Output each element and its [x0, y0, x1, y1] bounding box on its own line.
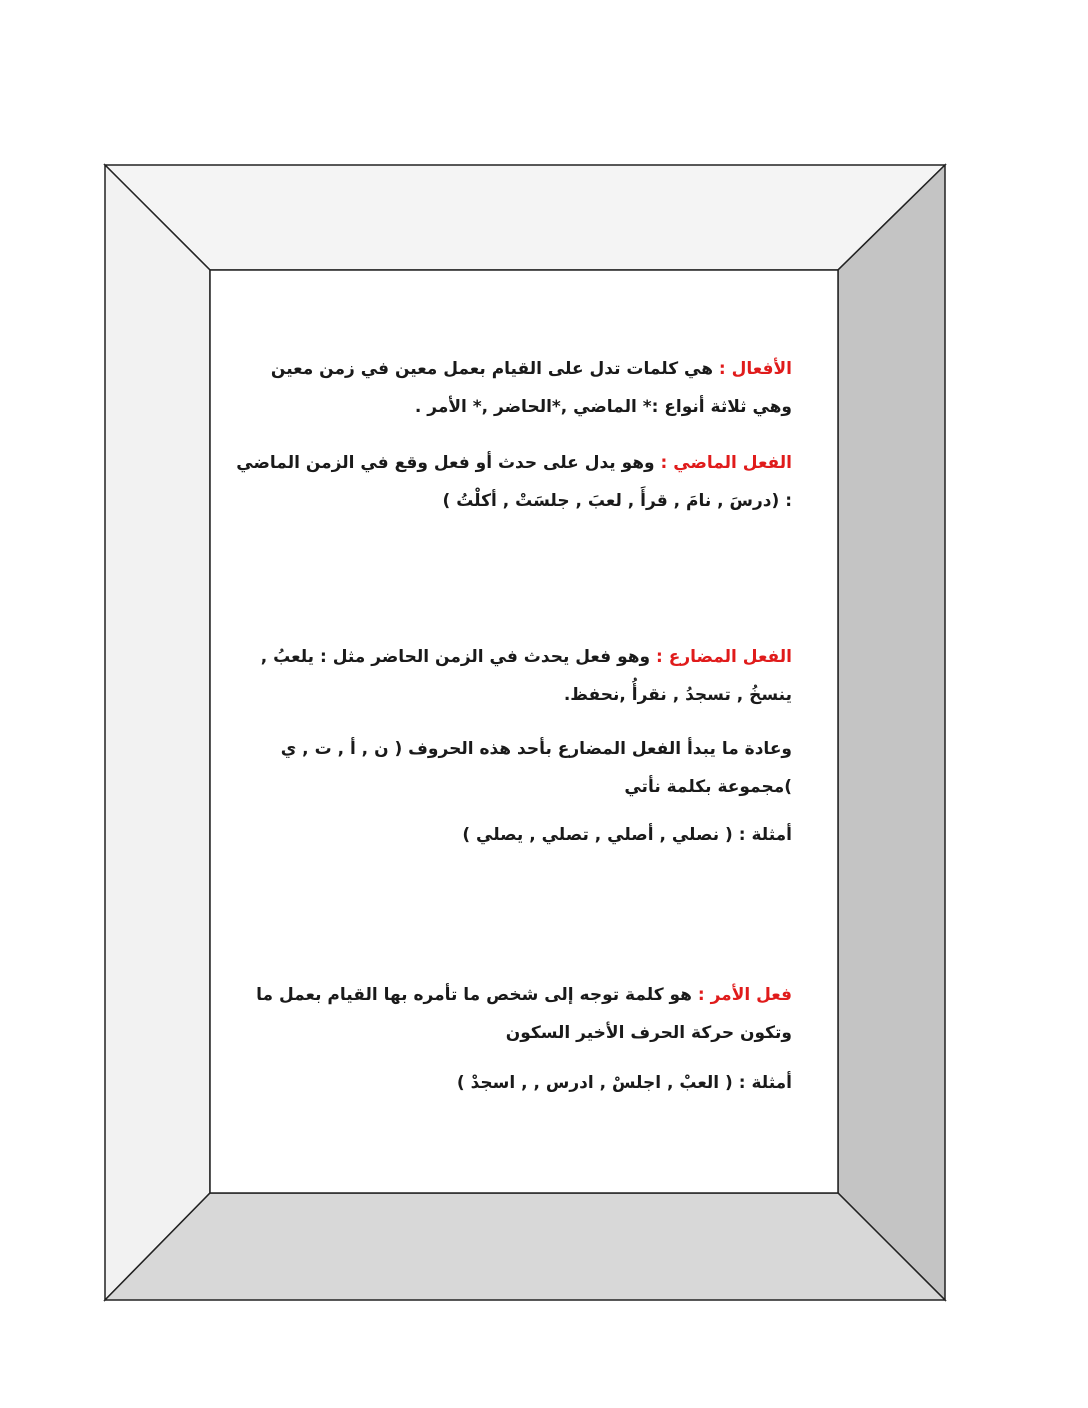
present-examples [230, 816, 792, 854]
frame-left-bevel [105, 165, 210, 1300]
imperative-examples [230, 1064, 792, 1102]
imperative-definition [230, 976, 792, 1052]
present-text: وهو فعل يحدث في الزمن الحاضر مثل : يلعبُ , ينسخُ , تسجدُ , نقرأُ ,نحفظ. [260, 647, 792, 705]
imperative-text: هو كلمة توجه إلى شخص ما تأمره بها القيام بعمل ما وتكون حركة الحرف الأخير السكون [256, 985, 792, 1043]
verbs-text: هي كلمات تدل على القيام بعمل معين في زمن معين وهي ثلاثة أنواع :* الماضي ,*الحاضر ,* الأمر . [270, 359, 792, 417]
present-term: الفعل المضارع : [656, 647, 792, 667]
imperative-term: فعل الأمر : [697, 985, 792, 1005]
verbs-term: الأفعال : [718, 359, 792, 379]
imperative-examples-text: أمثلة : ( العبْ , اجلسْ , ادرس , , اسجدْ ) [456, 1073, 792, 1093]
present-examples-text: أمثلة : ( نصلي , أصلي , تصلي , يصلي ) [462, 825, 792, 845]
present-letters-note [230, 730, 792, 806]
past-text: وهو يدل على حدث أو فعل وقع في الزمن الماضي : (درسَ , نامَ , قرأَ , لعبَ , جلسَتْ , أكلْتُ ) [236, 453, 792, 511]
frame-right-bevel [838, 165, 945, 1300]
past-term: الفعل الماضي : [660, 453, 792, 473]
verbs-definition [230, 350, 792, 426]
present-letters-text: وعادة ما يبدأ الفعل المضارع بأحد هذه الحروف ( ن , أ , ت , ي )مجموعة بكلمة نأتي [280, 739, 792, 797]
frame-top-bevel [105, 165, 945, 270]
present-tense-definition [230, 638, 792, 714]
frame-bottom-bevel [105, 1193, 945, 1300]
past-tense-definition [230, 444, 792, 520]
